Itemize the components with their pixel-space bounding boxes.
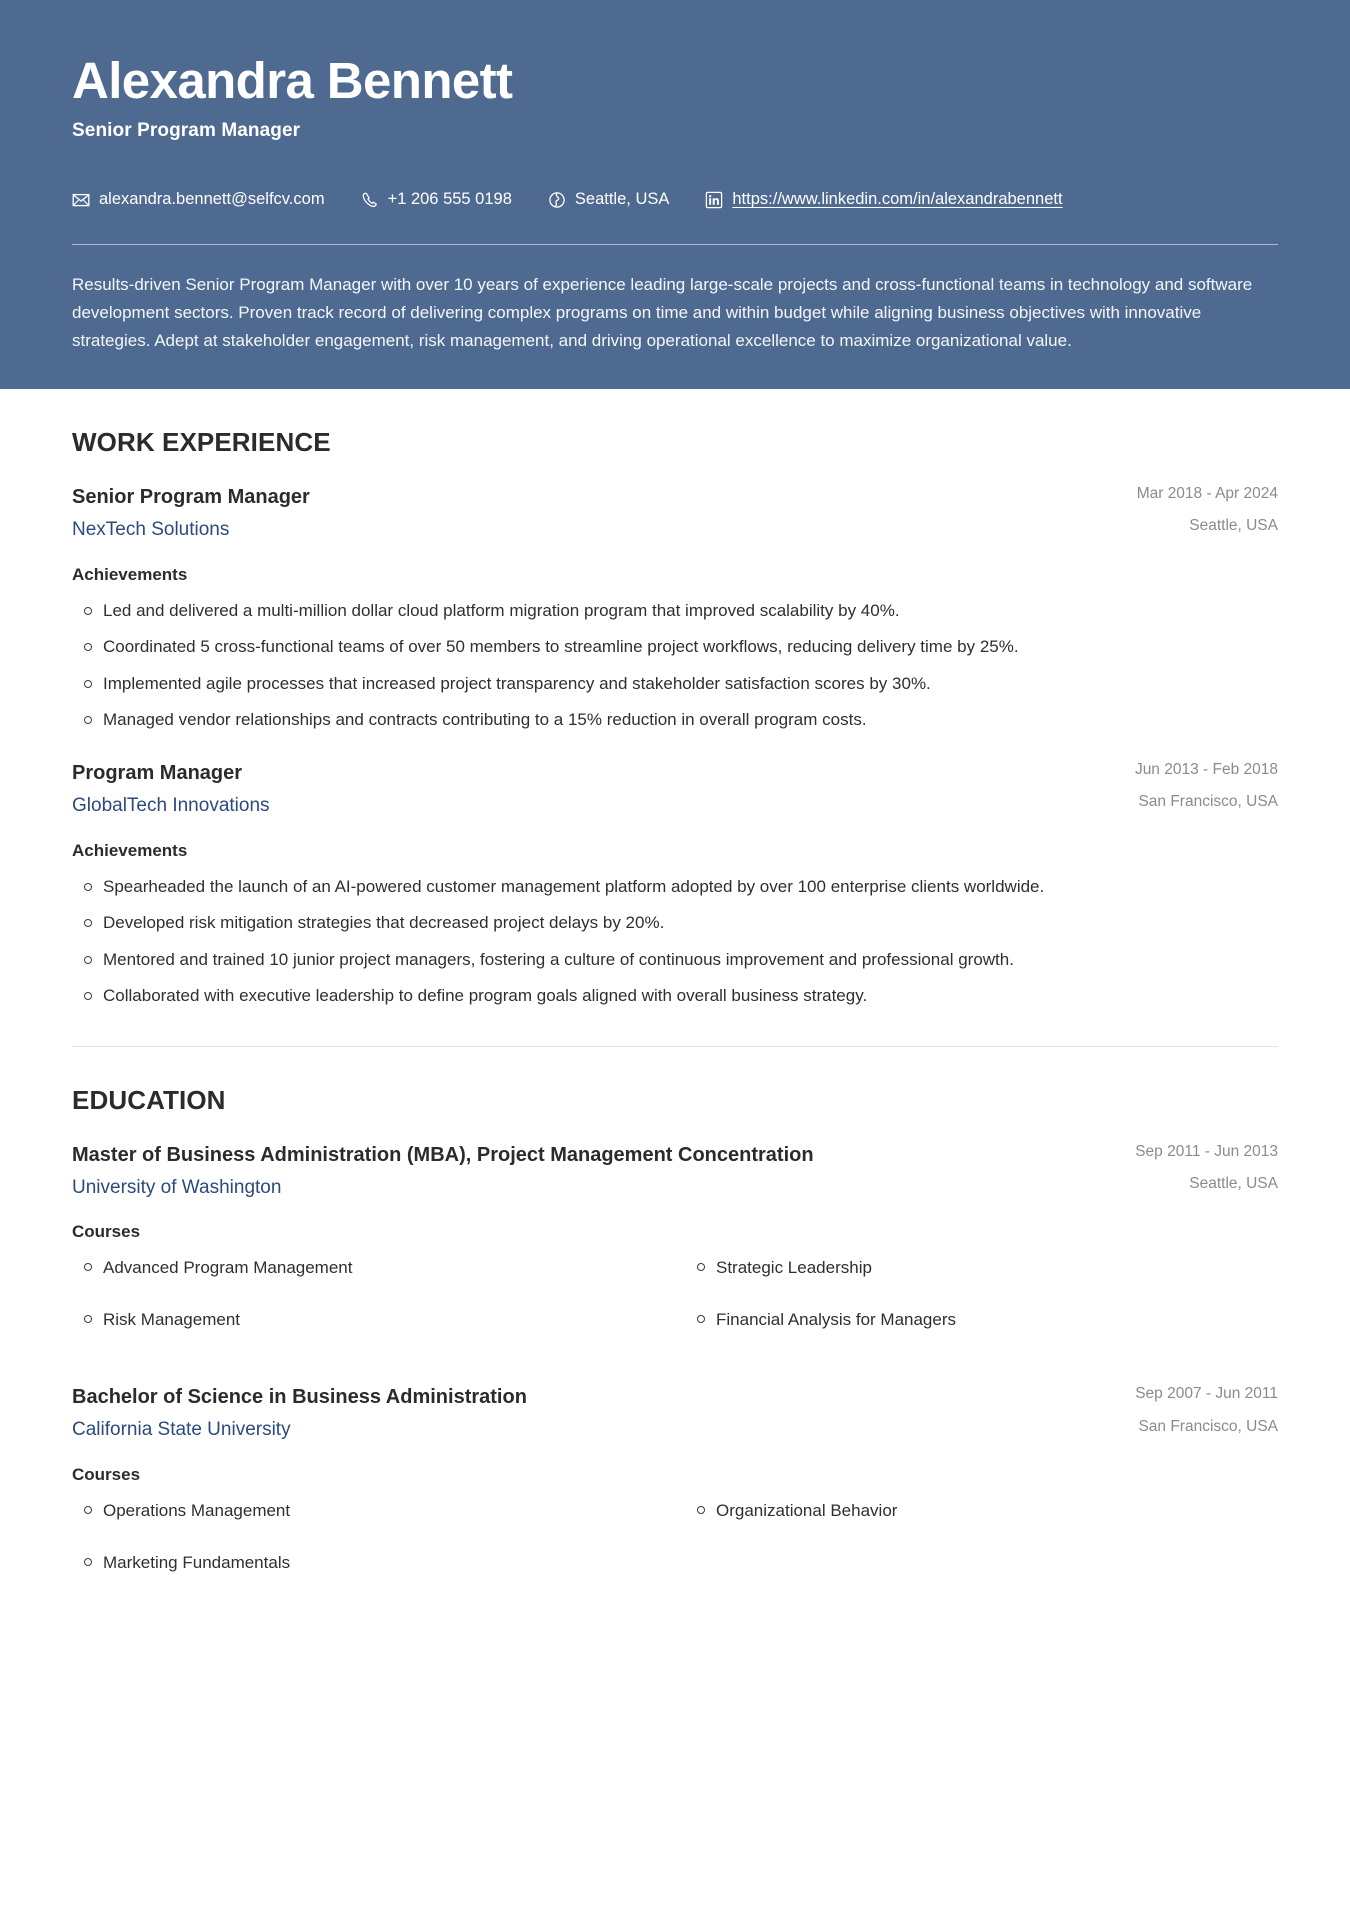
entry-location: Seattle, USA xyxy=(1189,517,1278,535)
linkedin-icon xyxy=(705,191,723,209)
entry-organization[interactable]: University of Washington xyxy=(72,1176,282,1198)
entry-sub-label: Achievements xyxy=(72,840,188,860)
entry-date-range: Jun 2013 - Feb 2018 xyxy=(1134,760,1278,778)
education-entry xyxy=(72,1384,1278,1601)
professional-summary: Results-driven Senior Program Manager with over 10 years of experience leading large-scale projects and cross-functional teams in technology and software development sectors. Proven track record of delivering complex programs on time and within budget while aligning business objectives with innovative strategies. Adept at stakeholder engagement, risk management, and driving operational excellence to maximize organizational value. xyxy=(72,274,1253,350)
course-item: Financial Analysis for Managers xyxy=(685,1306,1278,1358)
entry-sub-label: Courses xyxy=(72,1222,141,1242)
course-item: Operations Management xyxy=(72,1497,665,1549)
contact-value: alexandra.bennett@selfcv.com xyxy=(99,190,325,209)
entry-title: Senior Program Manager xyxy=(72,486,310,509)
entry-meta xyxy=(1137,484,1278,536)
entry-location: San Francisco, USA xyxy=(1138,1417,1278,1435)
entry-title: Bachelor of Science in Business Administration xyxy=(72,1386,527,1409)
course-item: Marketing Fundamentals xyxy=(72,1549,665,1601)
contact-item-phone xyxy=(361,190,512,210)
entry-meta xyxy=(1135,1142,1278,1194)
entry-date-range: Sep 2007 - Jun 2011 xyxy=(1135,1385,1278,1403)
achievement-list xyxy=(72,873,1278,1010)
entry-meta xyxy=(1135,1384,1278,1436)
entry-primary xyxy=(72,1384,1111,1443)
entry-date-range: Sep 2011 - Jun 2013 xyxy=(1135,1142,1278,1160)
education-title: EDUCATION xyxy=(72,1084,226,1115)
contact-item-linkedin[interactable] xyxy=(705,190,1062,210)
entry-header xyxy=(72,760,1278,819)
course-item: Organizational Behavior xyxy=(685,1497,1278,1549)
course-item: Risk Management xyxy=(72,1306,665,1358)
entry-sub-label: Courses xyxy=(72,1465,141,1485)
entry-organization[interactable]: GlobalTech Innovations xyxy=(72,794,270,816)
entry-location: Seattle, USA xyxy=(1189,1174,1278,1192)
education-entries xyxy=(72,1142,1278,1601)
phone-icon xyxy=(361,191,379,209)
work-entry xyxy=(72,760,1278,1010)
achievement-item: Managed vendor relationships and contracts contributing to a 15% reduction in overall program costs. xyxy=(72,706,1278,734)
resume-body xyxy=(0,389,1350,1741)
achievement-list xyxy=(72,597,1278,734)
work-experience-title: WORK EXPERIENCE xyxy=(72,427,331,458)
work-entry xyxy=(72,484,1278,734)
contact-value: Seattle, USA xyxy=(574,190,670,209)
entry-sub-label: Achievements xyxy=(72,564,188,584)
entry-primary xyxy=(72,1142,1111,1201)
contact-item-location xyxy=(548,190,669,210)
contact-value[interactable]: https://www.linkedin.com/in/alexandrabennett xyxy=(732,190,1063,209)
course-list xyxy=(72,1497,1278,1601)
entry-header xyxy=(72,1142,1278,1201)
achievement-item: Coordinated 5 cross-functional teams of over 50 members to streamline project workflows, reducing delivery time by 25%. xyxy=(72,633,1278,661)
education-entry xyxy=(72,1142,1278,1359)
candidate-headline: Senior Program Manager xyxy=(72,120,301,142)
bottom-spacer xyxy=(72,1601,1278,1741)
achievement-item: Mentored and trained 10 junior project managers, fostering a culture of continuous improvement and professional growth. xyxy=(72,946,1278,974)
course-list xyxy=(72,1254,1278,1358)
entry-title: Program Manager xyxy=(72,761,243,784)
work-experience-entries xyxy=(72,484,1278,1010)
achievement-item: Collaborated with executive leadership to define program goals aligned with overall business strategy. xyxy=(72,982,1278,1010)
achievement-item: Led and delivered a multi-million dollar cloud platform migration program that improved scalability by 40%. xyxy=(72,597,1278,625)
entry-header xyxy=(72,1384,1278,1443)
candidate-name: Alexandra Bennett xyxy=(72,52,513,109)
entry-meta xyxy=(1135,760,1278,812)
location-icon xyxy=(548,191,566,209)
course-item: Strategic Leadership xyxy=(685,1254,1278,1306)
contact-value: +1 206 555 0198 xyxy=(387,190,512,209)
course-item: Advanced Program Management xyxy=(72,1254,665,1306)
education-section xyxy=(72,1047,1278,1601)
contact-row xyxy=(72,190,1278,210)
work-experience-section xyxy=(72,389,1278,1010)
achievement-item: Spearheaded the launch of an AI-powered customer management platform adopted by over 100 enterprise clients worldwide. xyxy=(72,873,1278,901)
achievement-item: Implemented agile processes that increased project transparency and stakeholder satisfaction scores by 30%. xyxy=(72,670,1278,698)
entry-header xyxy=(72,484,1278,543)
entry-primary xyxy=(72,760,1111,819)
contact-item-email xyxy=(72,190,325,210)
entry-date-range: Mar 2018 - Apr 2024 xyxy=(1136,485,1278,503)
resume-header xyxy=(0,0,1350,389)
header-divider xyxy=(72,244,1278,245)
email-icon xyxy=(72,191,90,209)
achievement-item: Developed risk mitigation strategies that decreased project delays by 20%. xyxy=(72,909,1278,937)
entry-location: San Francisco, USA xyxy=(1138,793,1278,810)
entry-title: Master of Business Administration (MBA), Project Management Concentration xyxy=(72,1143,814,1166)
entry-primary xyxy=(72,484,1113,543)
entry-organization[interactable]: NexTech Solutions xyxy=(72,519,230,541)
entry-organization[interactable]: California State University xyxy=(72,1419,291,1441)
